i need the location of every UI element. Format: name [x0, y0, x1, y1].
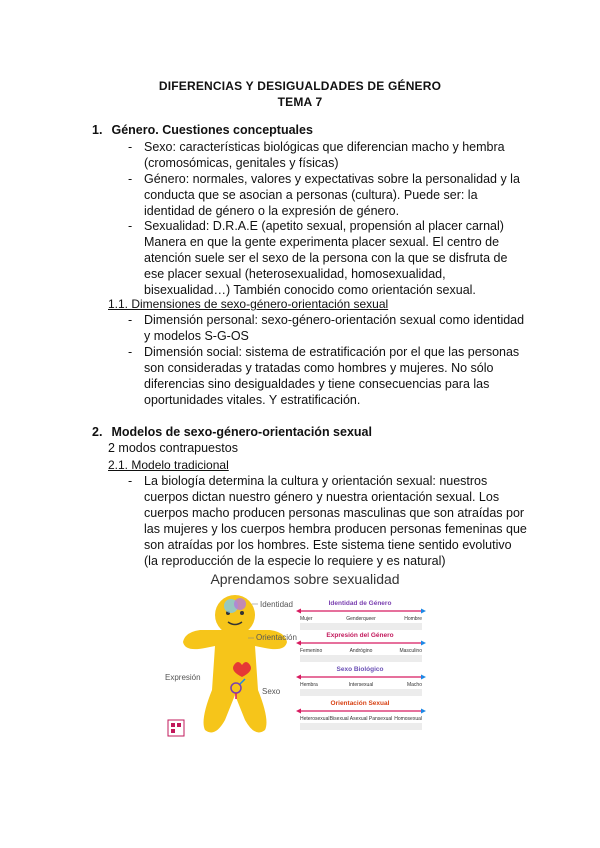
list-item: - Dimensión social: sistema de estratificación por el que las personas son consideradas y tratadas como hombres y mujeres. No sólo diferencias sino desigualdades y tiene consecuencias para las oportunidades vitales. Y estratificación. [128, 344, 528, 408]
row-right-label: Macho [406, 682, 422, 688]
row-left-label: Heterosexual [300, 716, 330, 722]
row-right-label: Hombre [404, 616, 422, 622]
page-subtitle: TEMA 7 [277, 95, 323, 109]
figure-label-identidad: Identidad [260, 600, 293, 609]
section-title: Modelos de sexo-género-orientación sexual [111, 425, 372, 439]
sexuality-infographic [160, 570, 450, 745]
list-item-text: Género: normales, valores y expectativas sobre la personalidad y la conducta que se asocian a personas (cultura). Puede ser: la identidad de género o la expresión de género. [144, 172, 520, 218]
row-left-label: Hembra [300, 682, 318, 688]
list-item: - Sexualidad: D.R.A.E (apetito sexual, propensión al placer carnal) Manera en que la gente experimenta placer sexual. El centro de atención suele ser el sexo de la persona con la que se disfruta de ese placer sexual (heterosexualidad, homosexualidad, bisexualidad…) También conocido como orientación sexual. [128, 218, 528, 298]
subsection-title: 1.1. Dimensiones de sexo-género-orientación sexual [108, 297, 389, 311]
row-mid-label: Intersexual [348, 682, 374, 688]
row-heading: Identidad de Género [328, 600, 392, 607]
row-mid-label: Andrógino [349, 648, 373, 654]
figure-label-expresion: Expresión [165, 673, 201, 682]
subsection-title: 2.1. Modelo tradicional [108, 458, 229, 472]
list-item-text: Sexualidad: D.R.A.E (apetito sexual, propensión al placer carnal) Manera en que la gente experimenta placer sexual. El centro de atención suele ser el sexo de la persona con la que se disfruta de ese placer sexual (heterosexualidad, homosexualidad, bisexualidad…) También conocido como orientación sexual. [144, 219, 508, 297]
section-number: 2. [92, 425, 103, 439]
list-item-text: Dimensión personal: sexo-género-orientación sexual como identidad y modelos S-G-OS [144, 313, 525, 343]
figure-label-sexo: Sexo [262, 687, 281, 696]
row-mid-label: Genderqueer [346, 616, 376, 622]
row-right-label: Masculino [399, 648, 422, 654]
section-intro: 2 modos contrapuestos [108, 441, 238, 455]
row-mid-label: Bisexual Asexual Pansexual [329, 716, 393, 722]
row-heading: Orientación Sexual [330, 700, 390, 707]
row-right-label: Homosexual [394, 716, 422, 722]
list-item: - Sexo: características biológicas que diferencian macho y hembra (cromosómicas, genitales y físicas) [128, 139, 528, 171]
row-heading: Sexo Biológico [336, 666, 384, 673]
figure-label-orientacion: Orientación [256, 633, 297, 642]
section-title: Género. Cuestiones conceptuales [111, 123, 313, 137]
spectrum-row [296, 700, 426, 730]
spectrum-row [296, 600, 426, 630]
list-item: - Dimensión personal: sexo-género-orientación sexual como identidad y modelos S-G-OS [128, 312, 528, 344]
section-heading-1 [92, 122, 313, 138]
section-number: 1. [92, 123, 103, 137]
spectrum-row [296, 632, 426, 662]
list-item-text: La biología determina la cultura y orientación sexual: nuestros cuerpos dictan nuestro género y nuestra orientación sexual. Los cuerpos macho producen personas masculinas que son atraídas por las mujeres y los cuerpos hembra producen personas femeninas que son atraídas por los hombres. Este sistema tiene sentido evolutivo (la reproducción de la especie lo requiere y es natural) [144, 474, 527, 568]
list-item-text: Dimensión social: sistema de estratificación por el que las personas son consideradas y tratadas como hombres y mujeres. No sólo diferencias sino desigualdades y tiene consecuencias para las oportunidades vitales. Y estratificación. [144, 345, 520, 407]
row-left-label: Mujer [300, 616, 313, 622]
page-title: DIFERENCIAS Y DESIGUALDADES DE GÉNERO [158, 79, 442, 93]
infographic-title: Aprendamos sobre sexualidad [210, 571, 400, 587]
qr-code-icon [168, 720, 184, 736]
spectrum-row [296, 666, 426, 696]
row-left-label: Femenino [300, 648, 323, 654]
list-item: - La biología determina la cultura y orientación sexual: nuestros cuerpos dictan nuestro género y nuestra orientación sexual. Los cuerpos macho producen personas masculinas que son atraídas por las mujeres y los cuerpos hembra producen personas femeninas que son atraídas por los hombres. Este sistema tiene sentido evolutivo (la reproducción de la especie lo requiere y es natural) [128, 474, 527, 568]
row-heading: Expresión del Género [326, 632, 394, 639]
section-heading-2 [92, 424, 372, 440]
list-item-text: Sexo: características biológicas que diferencian macho y hembra (cromosómicas, genitales y físicas) [144, 140, 505, 170]
list-item: - Género: normales, valores y expectativas sobre la personalidad y la conducta que se asocian a personas (cultura). Puede ser: la identidad de género o la expresión de género. [128, 171, 528, 219]
